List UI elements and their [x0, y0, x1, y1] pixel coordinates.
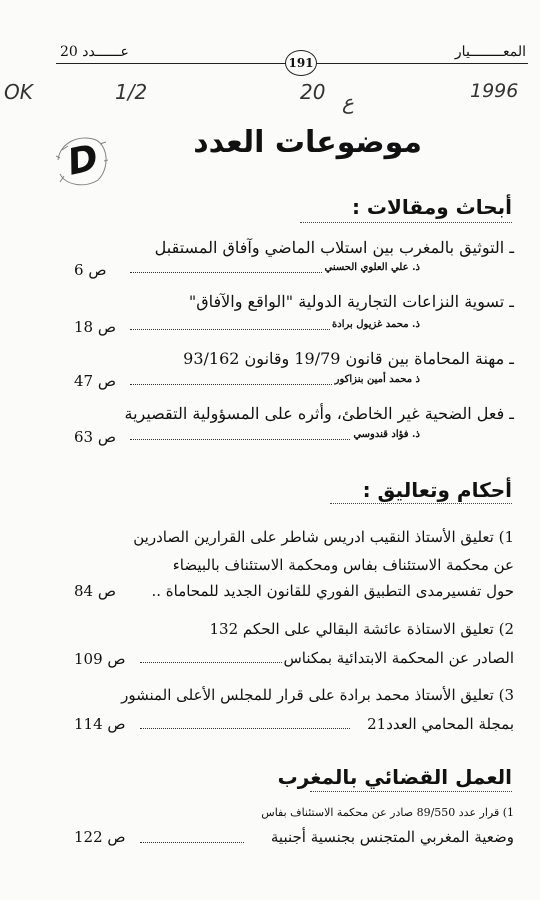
- ruling-line: بمجلة المحامي العدد21: [367, 715, 514, 733]
- stamp-letter: D: [64, 137, 102, 184]
- handwritten-ok: OK: [4, 80, 33, 104]
- section-underline: [330, 503, 512, 504]
- article-page: ص 47: [74, 372, 116, 390]
- ruling-line: الصادر عن المحكمة الابتدائية بمكناس: [283, 649, 514, 667]
- ruling-line: عن محكمة الاستئناف بفاس ومحكمة الاستئناف بالبيضاء: [172, 556, 514, 574]
- journal-name: المعــــــــيار: [454, 44, 526, 60]
- ruling-line: 3) تعليق الأستاذ محمد برادة على قرار للمجلس الأعلى المنشور: [121, 686, 514, 704]
- section-underline: [300, 222, 512, 223]
- article-author: ذ محمد أمين بنزاكور: [334, 374, 420, 385]
- article-page: ص 6: [74, 261, 107, 279]
- ruling-line: 2) تعليق الاستاذة عائشة البقالي على الحكم 132: [209, 620, 514, 638]
- handwritten-ain: ع: [342, 90, 354, 114]
- article-author: ذ. محمد غزيول برادة: [332, 319, 420, 330]
- handwritten-year: 1996: [470, 80, 519, 102]
- section-underline: [310, 791, 512, 792]
- article-title: ـ فعل الضحية غير الخاطئ، وأثره على المسؤولية التقصيرية: [124, 404, 514, 423]
- ruling-page: ص 114: [74, 715, 126, 733]
- article-author: ذ. فؤاد قندوسي: [353, 429, 420, 440]
- page-title: موضوعات العدد: [193, 125, 422, 160]
- judicial-page: ص 122: [74, 828, 126, 846]
- issue-label: عــــــدد 20: [60, 44, 129, 60]
- judicial-line: وضعية المغربي المتجنس بجنسية أجنبية: [270, 828, 514, 846]
- article-author: ذ. علي العلوي الحسني: [324, 262, 420, 273]
- article-title: ـ التوثيق بالمغرب بين استلاب الماضي وآفاق المستقبل: [154, 238, 514, 257]
- page-number: 191: [285, 50, 317, 76]
- ruling-line: 1) تعليق الأستاذ النقيب ادريس شاطر على القرارين الصادرين: [133, 528, 514, 546]
- dot-leader: [140, 728, 350, 729]
- ruling-page: ص 84: [74, 582, 116, 600]
- section-judicial: العمل القضائي بالمغرب: [277, 765, 512, 789]
- dot-leader: [140, 662, 282, 663]
- article-page: ص 63: [74, 428, 116, 446]
- section-research: أبحاث ومقالات :: [351, 195, 512, 219]
- handwritten-fraction: 1/2: [115, 80, 148, 104]
- article-title: ـ تسوية النزاعات التجارية الدولية "الواقع والآفاق": [188, 292, 514, 311]
- ruling-line: حول تفسيرمدى التطبيق الفوري للقانون الجديد للمحاماة ..: [151, 582, 514, 600]
- judicial-line: 1) قرار عدد 89/550 صادر عن محكمة الاستئناف بفاس: [261, 806, 514, 819]
- handwritten-num: 20: [300, 80, 326, 104]
- ruling-page: ص 109: [74, 650, 126, 668]
- article-title: ـ مهنة المحاماة بين قانون 19/79 وقانون 93/162: [183, 349, 514, 368]
- d-stamp: [50, 130, 114, 190]
- article-page: ص 18: [74, 318, 116, 336]
- dot-leader: [140, 842, 244, 843]
- section-rulings: أحكام وتعاليق :: [362, 478, 512, 502]
